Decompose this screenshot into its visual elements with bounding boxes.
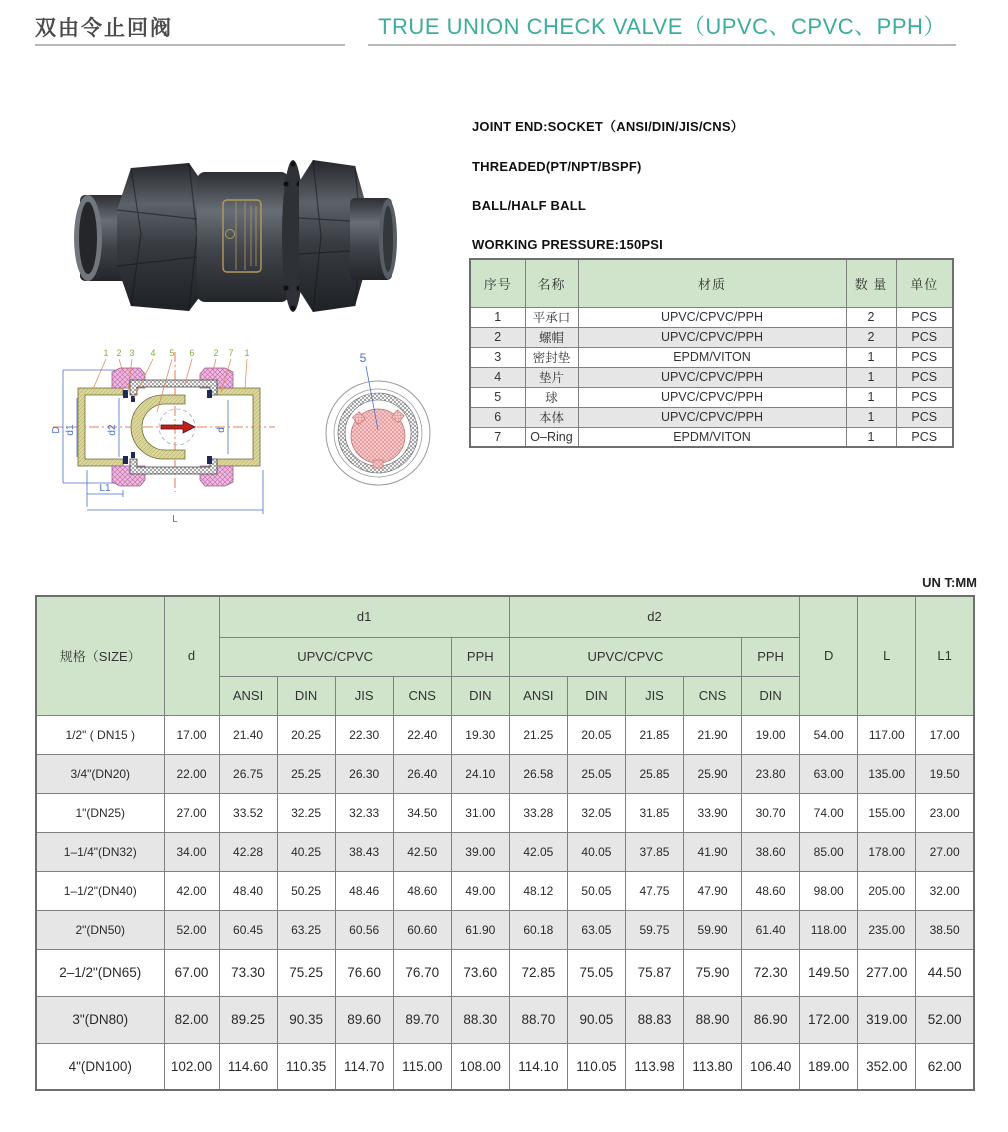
title-underline-right (368, 44, 956, 46)
col-d: d (164, 596, 219, 715)
callout-5: 5 (169, 348, 175, 358)
dim-L: L (172, 514, 178, 525)
dimension-cell: 75.05 (567, 949, 625, 996)
dimension-table-row (36, 871, 974, 910)
dimension-cell: 98.00 (800, 871, 858, 910)
dimension-cell: 50.05 (567, 871, 625, 910)
spec-joint-end: JOINT END:SOCKET（ANSI/DIN/JIS/CNS） (472, 119, 744, 134)
valve-body (197, 172, 289, 302)
dimension-cell: 21.25 (509, 715, 567, 754)
parts-col-qty: 数 量 (846, 259, 896, 307)
dimension-cell: 44.50 (916, 949, 974, 996)
dimension-cell: 76.70 (393, 949, 451, 996)
parts-table-cell: 2 (846, 307, 896, 327)
page-title-chinese: 双由令止回阀 (35, 17, 173, 40)
dimension-cell: 113.98 (625, 1043, 683, 1090)
callout-7: 7 (228, 348, 234, 358)
dimension-cell: 60.18 (509, 910, 567, 949)
unit-note: UN T:MM (922, 575, 977, 590)
parts-table-cell: 螺帽 (525, 327, 578, 347)
dimension-table-row (36, 949, 974, 996)
dimension-cell: 59.75 (625, 910, 683, 949)
dimension-cell: 20.25 (277, 715, 335, 754)
flow-arrow (161, 421, 195, 433)
dimension-cell: 34.00 (164, 832, 219, 871)
parts-table-cell: UPVC/CPVC/PPH (578, 307, 846, 327)
parts-table-row (470, 347, 953, 367)
parts-col-unit: 单位 (896, 259, 953, 307)
dimension-cell: 17.00 (916, 715, 974, 754)
product-photo (55, 122, 400, 337)
parts-table-cell: 1 (846, 387, 896, 407)
callout-3: 3 (129, 348, 135, 358)
dimension-cell: 39.00 (451, 832, 509, 871)
col-d1-ansi: ANSI (219, 676, 277, 715)
callout-2a: 2 (116, 348, 122, 358)
parts-table-cell: 垫片 (525, 367, 578, 387)
dimension-cell: 114.60 (219, 1043, 277, 1090)
dimension-cell: 319.00 (858, 996, 916, 1043)
col-d2-pph-din: DIN (742, 676, 800, 715)
parts-table-cell: 2 (846, 327, 896, 347)
dimension-cell: 42.00 (164, 871, 219, 910)
dimension-cell: 75.90 (684, 949, 742, 996)
dimension-cell: 59.90 (684, 910, 742, 949)
parts-table-cell: 1 (846, 367, 896, 387)
dimension-table-row (36, 996, 974, 1043)
dimension-cell: 22.40 (393, 715, 451, 754)
dimension-cell: 74.00 (800, 793, 858, 832)
dimension-cell: 149.50 (800, 949, 858, 996)
dimension-cell: 155.00 (858, 793, 916, 832)
dimension-cell: 48.60 (742, 871, 800, 910)
parts-table-row (470, 387, 953, 407)
parts-table-cell: 5 (470, 387, 525, 407)
dimension-cell: 108.00 (451, 1043, 509, 1090)
dimension-cell: 113.80 (684, 1043, 742, 1090)
size-cell: 3"(DN80) (36, 996, 164, 1043)
dimension-cell: 73.60 (451, 949, 509, 996)
dimension-cell: 205.00 (858, 871, 916, 910)
parts-table-row (470, 407, 953, 427)
parts-table-cell: UPVC/CPVC/PPH (578, 327, 846, 347)
dimension-cell: 48.12 (509, 871, 567, 910)
parts-table-row (470, 367, 953, 387)
dimension-cell: 24.10 (451, 754, 509, 793)
size-cell: 2–1/2"(DN65) (36, 949, 164, 996)
dimension-cell: 76.60 (335, 949, 393, 996)
dimension-cell: 19.50 (916, 754, 974, 793)
size-cell: 1/2" ( DN15 ) (36, 715, 164, 754)
dimension-table-row (36, 793, 974, 832)
parts-table-cell: 1 (470, 307, 525, 327)
col-D: D (800, 596, 858, 715)
parts-table-cell: PCS (896, 307, 953, 327)
dimension-cell: 178.00 (858, 832, 916, 871)
parts-table-cell: 2 (470, 327, 525, 347)
dimension-cell: 27.00 (916, 832, 974, 871)
dimension-cell: 22.00 (164, 754, 219, 793)
col-d2-pph: PPH (742, 637, 800, 676)
parts-table-cell: UPVC/CPVC/PPH (578, 407, 846, 427)
dim-d1: d1 (65, 424, 76, 436)
dimension-cell: 33.90 (684, 793, 742, 832)
dimension-cell: 49.00 (451, 871, 509, 910)
dimension-cell: 40.05 (567, 832, 625, 871)
size-cell: 3/4"(DN20) (36, 754, 164, 793)
dimension-cell: 25.05 (567, 754, 625, 793)
dimension-cell: 38.50 (916, 910, 974, 949)
parts-table-cell: PCS (896, 367, 953, 387)
parts-col-no: 序号 (470, 259, 525, 307)
dimension-cell: 72.30 (742, 949, 800, 996)
dimension-table-row (36, 832, 974, 871)
parts-col-material: 材质 (578, 259, 846, 307)
dimension-cell: 106.40 (742, 1043, 800, 1090)
end-view-callout-5: 5 (359, 351, 367, 365)
dimension-cell: 42.28 (219, 832, 277, 871)
dimension-cell: 73.30 (219, 949, 277, 996)
dimension-cell: 23.80 (742, 754, 800, 793)
parts-table-section (469, 258, 954, 448)
dim-d: d (216, 427, 227, 433)
dimension-cell: 110.05 (567, 1043, 625, 1090)
parts-table-cell: 4 (470, 367, 525, 387)
col-size: 规格（SIZE） (36, 596, 164, 715)
parts-table-cell: 7 (470, 427, 525, 447)
dimension-cell: 38.43 (335, 832, 393, 871)
dimension-cell: 60.56 (335, 910, 393, 949)
callout-1b: 1 (244, 348, 250, 358)
dimension-cell: 31.00 (451, 793, 509, 832)
parts-table-cell: UPVC/CPVC/PPH (578, 367, 846, 387)
dimension-cell: 115.00 (393, 1043, 451, 1090)
col-d1-upvc-cpvc: UPVC/CPVC (219, 637, 451, 676)
parts-table-cell: EPDM/VITON (578, 427, 846, 447)
parts-table-row (470, 427, 953, 447)
technical-drawing (35, 342, 465, 537)
dimension-cell: 31.85 (625, 793, 683, 832)
dimension-cell: 54.00 (800, 715, 858, 754)
dimension-cell: 37.85 (625, 832, 683, 871)
dimension-cell: 25.85 (625, 754, 683, 793)
dimension-cell: 48.60 (393, 871, 451, 910)
parts-table-cell: PCS (896, 347, 953, 367)
col-group-d2: d2 (509, 596, 799, 637)
dimension-cell: 63.25 (277, 910, 335, 949)
page-title-english: TRUE UNION CHECK VALVE（UPVC、CPVC、PPH） (378, 14, 946, 39)
cross-section-drawing (35, 342, 465, 537)
dim-D: D (51, 426, 62, 434)
dimension-cell: 90.35 (277, 996, 335, 1043)
dimension-cell: 25.90 (684, 754, 742, 793)
dimension-cell: 86.90 (742, 996, 800, 1043)
size-cell: 2"(DN50) (36, 910, 164, 949)
dimension-cell: 75.25 (277, 949, 335, 996)
callout-4: 4 (150, 348, 156, 358)
parts-table-cell: 球 (525, 387, 578, 407)
dimension-cell: 38.60 (742, 832, 800, 871)
dimension-cell: 90.05 (567, 996, 625, 1043)
col-d1-cns: CNS (393, 676, 451, 715)
dimension-cell: 20.05 (567, 715, 625, 754)
col-d1-jis: JIS (335, 676, 393, 715)
dimension-cell: 189.00 (800, 1043, 858, 1090)
parts-table-cell: 1 (846, 427, 896, 447)
dim-d2: d2 (107, 424, 118, 436)
spec-threaded: THREADED(PT/NPT/BSPF) (472, 159, 642, 174)
dimension-cell: 63.00 (800, 754, 858, 793)
col-d2-din: DIN (567, 676, 625, 715)
dimension-cell: 21.90 (684, 715, 742, 754)
parts-table-row (470, 307, 953, 327)
dimension-cell: 41.90 (684, 832, 742, 871)
dimension-cell: 21.40 (219, 715, 277, 754)
dimension-cell: 114.70 (335, 1043, 393, 1090)
dimension-table-row (36, 715, 974, 754)
dimension-cell: 89.70 (393, 996, 451, 1043)
col-d2-cns: CNS (684, 676, 742, 715)
dimension-cell: 27.00 (164, 793, 219, 832)
size-cell: 1"(DN25) (36, 793, 164, 832)
col-d2-jis: JIS (625, 676, 683, 715)
dimension-cell: 110.35 (277, 1043, 335, 1090)
parts-table-cell: 本体 (525, 407, 578, 427)
dimension-cell: 117.00 (858, 715, 916, 754)
parts-table-cell: 1 (846, 347, 896, 367)
dimension-cell: 88.30 (451, 996, 509, 1043)
dimension-cell: 61.40 (742, 910, 800, 949)
size-cell: 1–1/2"(DN40) (36, 871, 164, 910)
parts-table-cell: EPDM/VITON (578, 347, 846, 367)
dimension-cell: 135.00 (858, 754, 916, 793)
dimension-cell: 52.00 (916, 996, 974, 1043)
col-L1: L1 (916, 596, 974, 715)
dimension-cell: 88.90 (684, 996, 742, 1043)
dimension-cell: 32.00 (916, 871, 974, 910)
col-d1-pph: PPH (451, 637, 509, 676)
dimension-cell: 60.60 (393, 910, 451, 949)
dimension-cell: 42.05 (509, 832, 567, 871)
dimension-cell: 26.75 (219, 754, 277, 793)
dimension-cell: 89.25 (219, 996, 277, 1043)
dimension-cell: 277.00 (858, 949, 916, 996)
dimension-cell: 82.00 (164, 996, 219, 1043)
dimension-cell: 72.85 (509, 949, 567, 996)
col-d1-pph-din: DIN (451, 676, 509, 715)
dimension-cell: 235.00 (858, 910, 916, 949)
dimension-cell: 47.90 (684, 871, 742, 910)
dimension-cell: 102.00 (164, 1043, 219, 1090)
dimension-cell: 32.25 (277, 793, 335, 832)
dimension-cell: 118.00 (800, 910, 858, 949)
dimension-cell: 52.00 (164, 910, 219, 949)
dimension-cell: 30.70 (742, 793, 800, 832)
parts-table-cell: PCS (896, 407, 953, 427)
dimension-cell: 32.33 (335, 793, 393, 832)
dimension-cell: 17.00 (164, 715, 219, 754)
dimension-cell: 60.45 (219, 910, 277, 949)
dimension-cell: 114.10 (509, 1043, 567, 1090)
dimension-cell: 48.40 (219, 871, 277, 910)
parts-table-cell: 平承口 (525, 307, 578, 327)
dimension-cell: 75.87 (625, 949, 683, 996)
dimension-cell: 22.30 (335, 715, 393, 754)
dimension-cell: 23.00 (916, 793, 974, 832)
dimension-cell: 88.83 (625, 996, 683, 1043)
callout-1a: 1 (103, 348, 109, 358)
spec-working-pressure: WORKING PRESSURE:150PSI (472, 237, 663, 252)
parts-table-cell: 6 (470, 407, 525, 427)
parts-table-cell: 3 (470, 347, 525, 367)
dimension-cell: 19.00 (742, 715, 800, 754)
col-d2-ansi: ANSI (509, 676, 567, 715)
parts-table-cell: 1 (846, 407, 896, 427)
dimension-cell: 62.00 (916, 1043, 974, 1090)
parts-table-cell: UPVC/CPVC/PPH (578, 387, 846, 407)
dimension-cell: 25.25 (277, 754, 335, 793)
dimension-cell: 48.46 (335, 871, 393, 910)
end-view (326, 351, 430, 485)
dimension-table-row (36, 754, 974, 793)
dimension-cell: 47.75 (625, 871, 683, 910)
dimension-cell: 89.60 (335, 996, 393, 1043)
spec-ball: BALL/HALF BALL (472, 198, 586, 213)
dimension-table-row (36, 1043, 974, 1090)
title-underline-left (35, 44, 345, 46)
parts-table-cell: PCS (896, 387, 953, 407)
dimension-cell: 34.50 (393, 793, 451, 832)
col-d2-upvc-cpvc: UPVC/CPVC (509, 637, 741, 676)
parts-table-cell: PCS (896, 327, 953, 347)
dimension-cell: 32.05 (567, 793, 625, 832)
dimension-cell: 172.00 (800, 996, 858, 1043)
valve-photo-illustration (55, 122, 400, 337)
dimension-table-section (35, 595, 975, 1091)
col-d1-din: DIN (277, 676, 335, 715)
dimension-cell: 67.00 (164, 949, 219, 996)
dimension-cell: 26.58 (509, 754, 567, 793)
dimension-cell: 33.52 (219, 793, 277, 832)
spec-list (472, 116, 744, 276)
dimension-cell: 42.50 (393, 832, 451, 871)
callout-6: 6 (189, 348, 195, 358)
parts-table-row (470, 327, 953, 347)
dimension-cell: 21.85 (625, 715, 683, 754)
dimension-cell: 63.05 (567, 910, 625, 949)
dimension-table (35, 595, 975, 1091)
parts-table-cell: 密封垫 (525, 347, 578, 367)
dimension-cell: 40.25 (277, 832, 335, 871)
parts-table-cell: O–Ring (525, 427, 578, 447)
dimension-cell: 19.30 (451, 715, 509, 754)
parts-col-name: 名称 (525, 259, 578, 307)
dimension-cell: 26.30 (335, 754, 393, 793)
parts-table-cell: PCS (896, 427, 953, 447)
size-cell: 4"(DN100) (36, 1043, 164, 1090)
size-cell: 1–1/4"(DN32) (36, 832, 164, 871)
end-view-ball (351, 409, 405, 468)
dimension-cell: 50.25 (277, 871, 335, 910)
dimension-table-row (36, 910, 974, 949)
callout-2b: 2 (213, 348, 219, 358)
dimension-cell: 352.00 (858, 1043, 916, 1090)
dimension-cell: 33.28 (509, 793, 567, 832)
parts-table (469, 258, 954, 448)
dim-L1: L1 (99, 483, 111, 494)
dimension-cell: 88.70 (509, 996, 567, 1043)
col-group-d1: d1 (219, 596, 509, 637)
callout-numbers (103, 348, 249, 358)
col-L: L (858, 596, 916, 715)
dimension-cell: 61.90 (451, 910, 509, 949)
dimension-cell: 26.40 (393, 754, 451, 793)
dimension-cell: 85.00 (800, 832, 858, 871)
